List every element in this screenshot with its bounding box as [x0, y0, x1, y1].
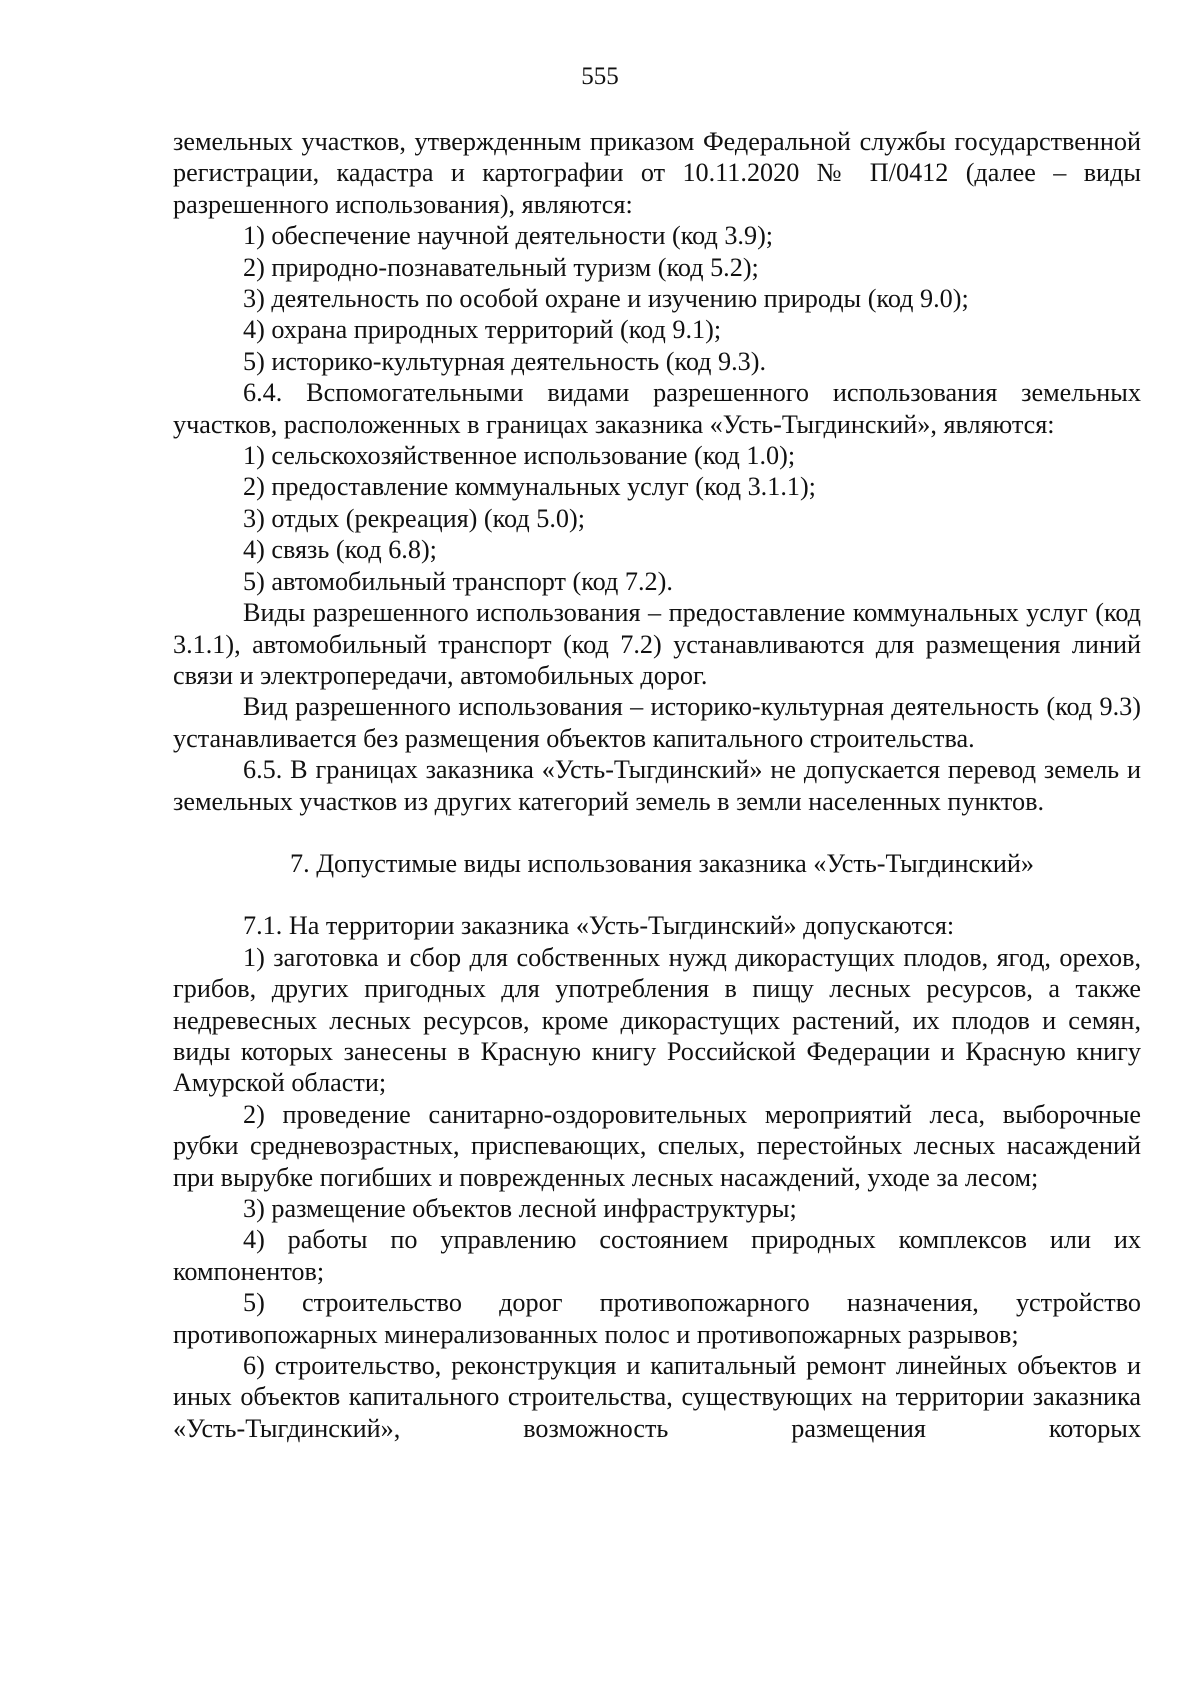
- document-body: [173, 126, 1141, 1444]
- list-item: 1) обеспечение научной деятельности (код 3.9);: [243, 221, 774, 251]
- list-item: 3) размещение объектов лесной инфраструктуры;: [243, 1194, 797, 1223]
- list-item: 3) отдых (рекреация) (код 5.0);: [243, 503, 585, 533]
- clause-6-4: 6.4. Вспомогательными видами разрешенного использования земельных участков, расположенных в границах заказника «Усть-Тыгдинский», являются:: [173, 378, 1141, 439]
- page-number: 555: [581, 63, 619, 90]
- paragraph: Вид разрешенного использования – историко-культурная деятельность (код 9.3) устанавливается без размещения объектов капитального строительства.: [173, 692, 1141, 753]
- list-item: 2) природно-познавательный туризм (код 5.2);: [243, 252, 759, 282]
- clause-7-1: 7.1. На территории заказника «Усть-Тыгдинский» допускаются:: [243, 911, 955, 941]
- list-item: 1) заготовка и сбор для собственных нужд дикорастущих плодов, ягод, орехов, грибов, других пригодных для употребления в пищу лесных ресурсов, а также недревесных лесных ресурсов, кроме дикорастущих растений, их плодов и семян, виды которых занесены в Красную книгу Российской Федерации и Красную книгу Амурской области;: [173, 942, 1141, 1098]
- list-item: 5) строительство дорог противопожарного назначения, устройство противопожарных минерализованных полос и противопожарных разрывов;: [173, 1288, 1141, 1349]
- list-item: 1) сельскохозяйственное использование (код 1.0);: [243, 441, 796, 471]
- list-item: 4) связь (код 6.8);: [243, 535, 437, 565]
- paragraph-continuation: земельных участков, утвержденным приказом Федеральной службы государственной регистрации, кадастра и картографии от 10.11.2020 № П/0412 (далее – виды разрешенного использования), являются:: [173, 127, 1141, 219]
- list-item: 2) проведение санитарно-оздоровительных мероприятий леса, выборочные рубки средневозрастных, приспевающих, спелых, перестойных лесных насаждений при вырубке погибших и поврежденных лесных насаждений, уходе за лесом;: [173, 1099, 1141, 1192]
- section-heading: 7. Допустимые виды использования заказника «Усть-Тыгдинский»: [290, 848, 1035, 878]
- list-item: 5) автомобильный транспорт (код 7.2).: [243, 566, 673, 596]
- list-item: 4) работы по управлению состоянием природных комплексов или их компонентов;: [173, 1225, 1141, 1286]
- paragraph: Виды разрешенного использования – предоставление коммунальных услуг (код 3.1.1), автомобильный транспорт (код 7.2) устанавливаются для размещения линий связи и электропередачи, автомобильных дорог.: [173, 598, 1141, 690]
- list-item: 6) строительство, реконструкция и капитальный ремонт линейных объектов и иных объектов капитального строительства, существующих на территории заказника «Усть-Тыгдинский», возможность размещения которых: [173, 1351, 1141, 1443]
- clause-6-5: 6.5. В границах заказника «Усть-Тыгдинский» не допускается перевод земель и земельных участков из других категорий земель в земли населенных пунктов.: [173, 755, 1141, 816]
- list-item: 4) охрана природных территорий (код 9.1);: [243, 315, 722, 345]
- list-item: 2) предоставление коммунальных услуг (код 3.1.1);: [243, 472, 816, 502]
- list-item: 3) деятельность по особой охране и изучению природы (код 9.0);: [243, 284, 969, 314]
- list-item: 5) историко-культурная деятельность (код 9.3).: [243, 346, 767, 376]
